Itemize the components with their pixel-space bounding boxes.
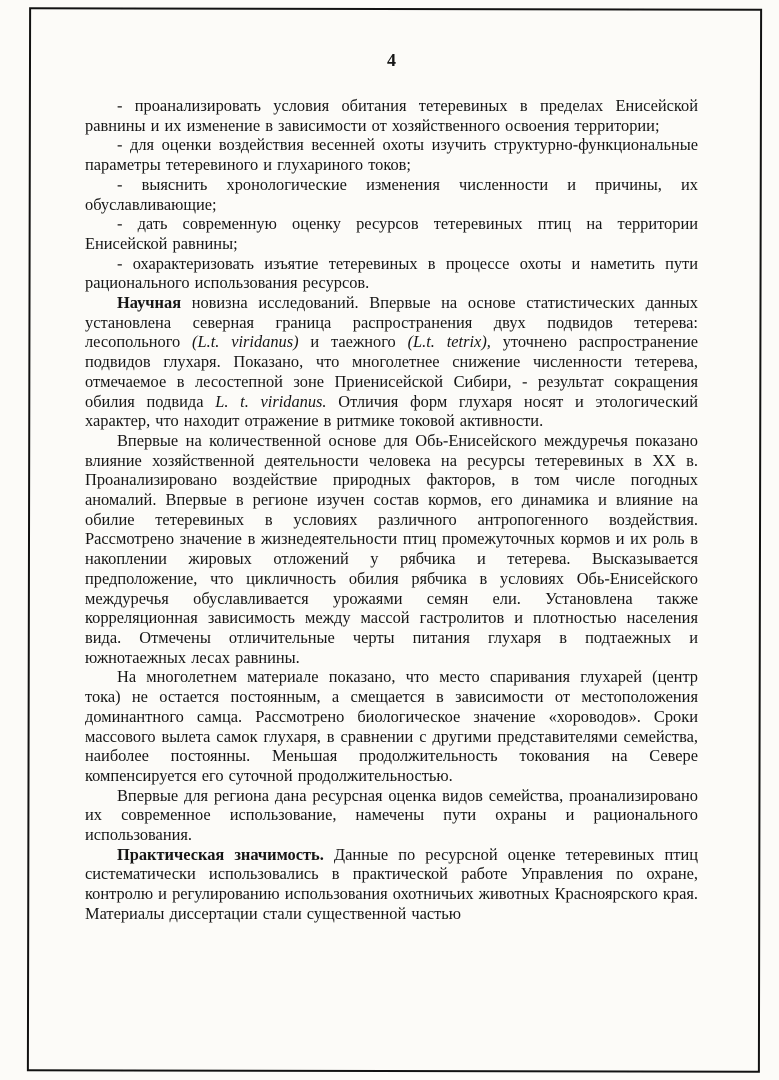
text-segment: - выяснить хронологические изменения численности и причины, их обуславливающие; [85, 174, 698, 214]
text-segment: L. t. viridanus. [215, 391, 327, 411]
text-segment: На многолетнем материале показано, что место спаривания глухарей (центр тока) не остается постоянным, а смещается в зависимости от местоположения доминантного самца. Рассмотрено биологическое значение «хороводов». Сроки массового вылета самок глухаря, в сравнении с другими представителями семейства, наиболее постоянны. Меньшая продолжительность токования на Севере компенсируется его суточной продолжительностью. [85, 667, 698, 785]
page-body [85, 96, 698, 924]
paragraph [85, 135, 698, 174]
text-segment: - охарактеризовать изъятие тетеревиных в процессе охоты и наметить пути рационального использования ресурсов. [85, 253, 698, 293]
text-segment: (L.t. viridanus) [192, 332, 299, 352]
page-number: 4 [387, 50, 396, 70]
text-segment: Научная [117, 293, 182, 313]
text-segment: Практическая значимость. [117, 844, 324, 864]
text-segment: и таежного [298, 332, 408, 352]
paragraph [85, 96, 698, 135]
paragraph [85, 175, 698, 214]
paragraph [85, 667, 698, 785]
paragraph [85, 786, 698, 845]
paragraph [85, 254, 698, 293]
text-segment: - дать современную оценку ресурсов тетеревиных птиц на территории Енисейской равнины; [85, 214, 698, 253]
text-segment: Данные по ресурсной оценке тетеревиных птиц систематически использовались в практической работе Управления по охране, контролю и регулированию использования охотничьих животных Красноярского края. Материалы диссертации стали существенной частью [85, 844, 699, 923]
text-segment: - для оценки воздействия весенней охоты изучить структурно-функциональные параметры тетеревиного и глухариного токов; [85, 135, 698, 175]
text-segment: - проанализировать условия обитания тетеревиных в пределах Енисейской равнины и их изменение в зависимости от хозяйственного освоения территории; [85, 96, 698, 135]
paragraph [85, 431, 698, 667]
paragraph [85, 293, 698, 431]
paragraph [85, 214, 698, 253]
text-segment: новизна исследований. Впервые на основе статистических данных установлена северная граница распространения двух подвидов тетерева: лесопольного [85, 293, 698, 352]
text-segment: Впервые для региона дана ресурсная оценка видов семейства, проанализировано их современное использование, намечены пути охраны и рационального использования. [85, 785, 698, 845]
text-segment: уточнено распространение подвидов глухаря. Показано, что многолетнее снижение численности тетерева, отмечаемое в лесостепной зоне Приенисейской Сибири, - результат сокращения обилия подвида [85, 332, 699, 411]
paragraph [85, 845, 698, 924]
text-segment: Впервые на количественной основе для Обь-Енисейского междуречья показано влияние хозяйственной деятельности человека на ресурсы тетеревиных в XX в. Проанализировано воздействие природных факторов, в том числе погодных аномалий. Впервые в регионе изучен состав кормов, его динамика и влияние на обилие тетеревиных в условиях различного антропогенного воздействия. Рассмотрено значение в жизнедеятельности птиц промежуточных кормов и их роль в накоплении жировых отложений у рябчика и тетерева. Высказывается предположение, что цикличность обилия рябчика в условиях Обь-Енисейского междуречья обуславливается урожаями семян ели. Установлена также корреляционная зависимость между массой гастролитов и плотностью населения вида. Отмечены отличительные черты питания глухаря в подтаежных и южнотаежных лесах равнины. [85, 430, 698, 667]
text-segment: Отличия форм глухаря носят и этологический характер, что находит отражение в ритмике токовой активности. [85, 391, 698, 431]
text-segment: (L.t. tetrix), [407, 332, 491, 352]
page-content [85, 50, 698, 924]
